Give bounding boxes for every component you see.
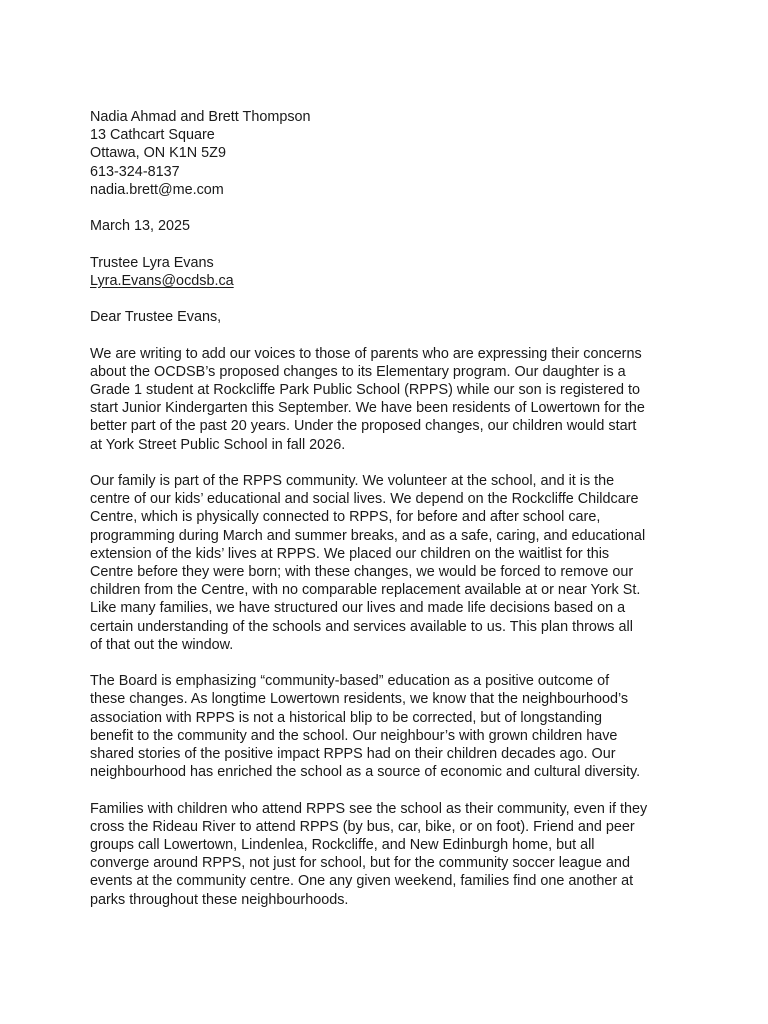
paragraph-line: of that out the window.	[90, 636, 234, 653]
spacer	[90, 454, 730, 472]
paragraph-line: association with RPPS is not a historical blip to be corrected, but of longstanding	[90, 709, 602, 726]
paragraph-line: Our family is part of the RPPS community. We volunteer at the school, and it is the	[90, 472, 615, 489]
salutation: Dear Trustee Evans,	[90, 309, 222, 326]
spacer	[90, 199, 730, 217]
recipient-block	[90, 254, 730, 290]
paragraph-line: Centre, which is physically connected to RPPS, for before and after school care,	[90, 509, 601, 526]
paragraph-line: cross the Rideau River to attend RPPS (by bus, car, bike, or on foot). Friend and peer	[90, 818, 635, 835]
paragraph-line: centre of our kids’ educational and social lives. We depend on the Rockcliffe Childcare	[90, 491, 639, 508]
spacer	[90, 781, 730, 799]
paragraph-line: better part of the past 20 years. Under the proposed changes, our children would start	[90, 418, 637, 435]
paragraph-line: parks throughout these neighbourhoods.	[90, 891, 349, 908]
paragraph-line: about the OCDSB’s proposed changes to its Elementary program. Our daughter is a	[90, 363, 626, 380]
paragraph-line: The Board is emphasizing “community-based” education as a positive outcome of	[90, 673, 610, 690]
paragraph-line: Families with children who attend RPPS see the school as their community, even if they	[90, 800, 648, 817]
sender-email: nadia.brett@me.com	[90, 181, 224, 198]
recipient-email-link[interactable]: Lyra.Evans@ocdsb.ca	[90, 272, 234, 289]
body-paragraph-3	[90, 672, 730, 781]
paragraph-line: neighbourhood has enriched the school as a source of economic and cultural diversity.	[90, 764, 641, 781]
paragraph-line: extension of the kids’ lives at RPPS. We placed our children on the waitlist for this	[90, 545, 610, 562]
spacer	[90, 235, 730, 253]
paragraph-line: shared stories of the positive impact RPPS had on their children decades ago. Our	[90, 746, 616, 763]
paragraph-line: programming during March and summer breaks, and as a safe, caring, and educational	[90, 527, 646, 544]
body-paragraph-4	[90, 800, 730, 909]
recipient-name: Trustee Lyra Evans	[90, 254, 214, 271]
paragraph-line: benefit to the community and the school. Our neighbour’s with grown children have	[90, 727, 618, 744]
paragraph-line: children from the Centre, with no comparable replacement available at or near York St.	[90, 582, 641, 599]
spacer	[90, 326, 730, 344]
sender-city-line: Ottawa, ON K1N 5Z9	[90, 145, 226, 162]
sender-phone: 613-324-8137	[90, 163, 180, 180]
paragraph-line: groups call Lowertown, Lindenlea, Rockcliffe, and New Edinburgh home, but all	[90, 837, 595, 854]
paragraph-line: Centre before they were born; with these changes, we would be forced to remove our	[90, 564, 634, 580]
paragraph-line: events at the community centre. One any given weekend, families find one another at	[90, 873, 634, 890]
paragraph-line: at York Street Public School in fall 2026.	[90, 436, 346, 453]
paragraph-line: start Junior Kindergarten this September. We have been residents of Lowertown for the	[90, 400, 645, 417]
spacer	[90, 654, 730, 672]
sender-address-block	[90, 108, 730, 199]
paragraph-line: converge around RPPS, not just for school, but for the community soccer league and	[90, 855, 630, 872]
paragraph-line: certain understanding of the schools and services available to us. This plan throws all	[90, 618, 633, 635]
body-paragraph-2	[90, 472, 730, 654]
paragraph-line: Grade 1 student at Rockcliffe Park Public School (RPPS) while our son is registered to	[90, 381, 641, 398]
paragraph-line: these changes. As longtime Lowertown residents, we know that the neighbourhood’s	[90, 691, 629, 708]
sender-names: Nadia Ahmad and Brett Thompson	[90, 109, 311, 125]
letter-date: March 13, 2025	[90, 218, 190, 235]
spacer	[90, 290, 730, 308]
sender-street: 13 Cathcart Square	[90, 127, 215, 144]
paragraph-line: We are writing to add our voices to those of parents who are expressing their concerns	[90, 345, 642, 362]
paragraph-line: Like many families, we have structured our lives and made life decisions based on a	[90, 600, 626, 617]
body-paragraph-1	[90, 345, 730, 454]
letter-page	[90, 108, 730, 909]
